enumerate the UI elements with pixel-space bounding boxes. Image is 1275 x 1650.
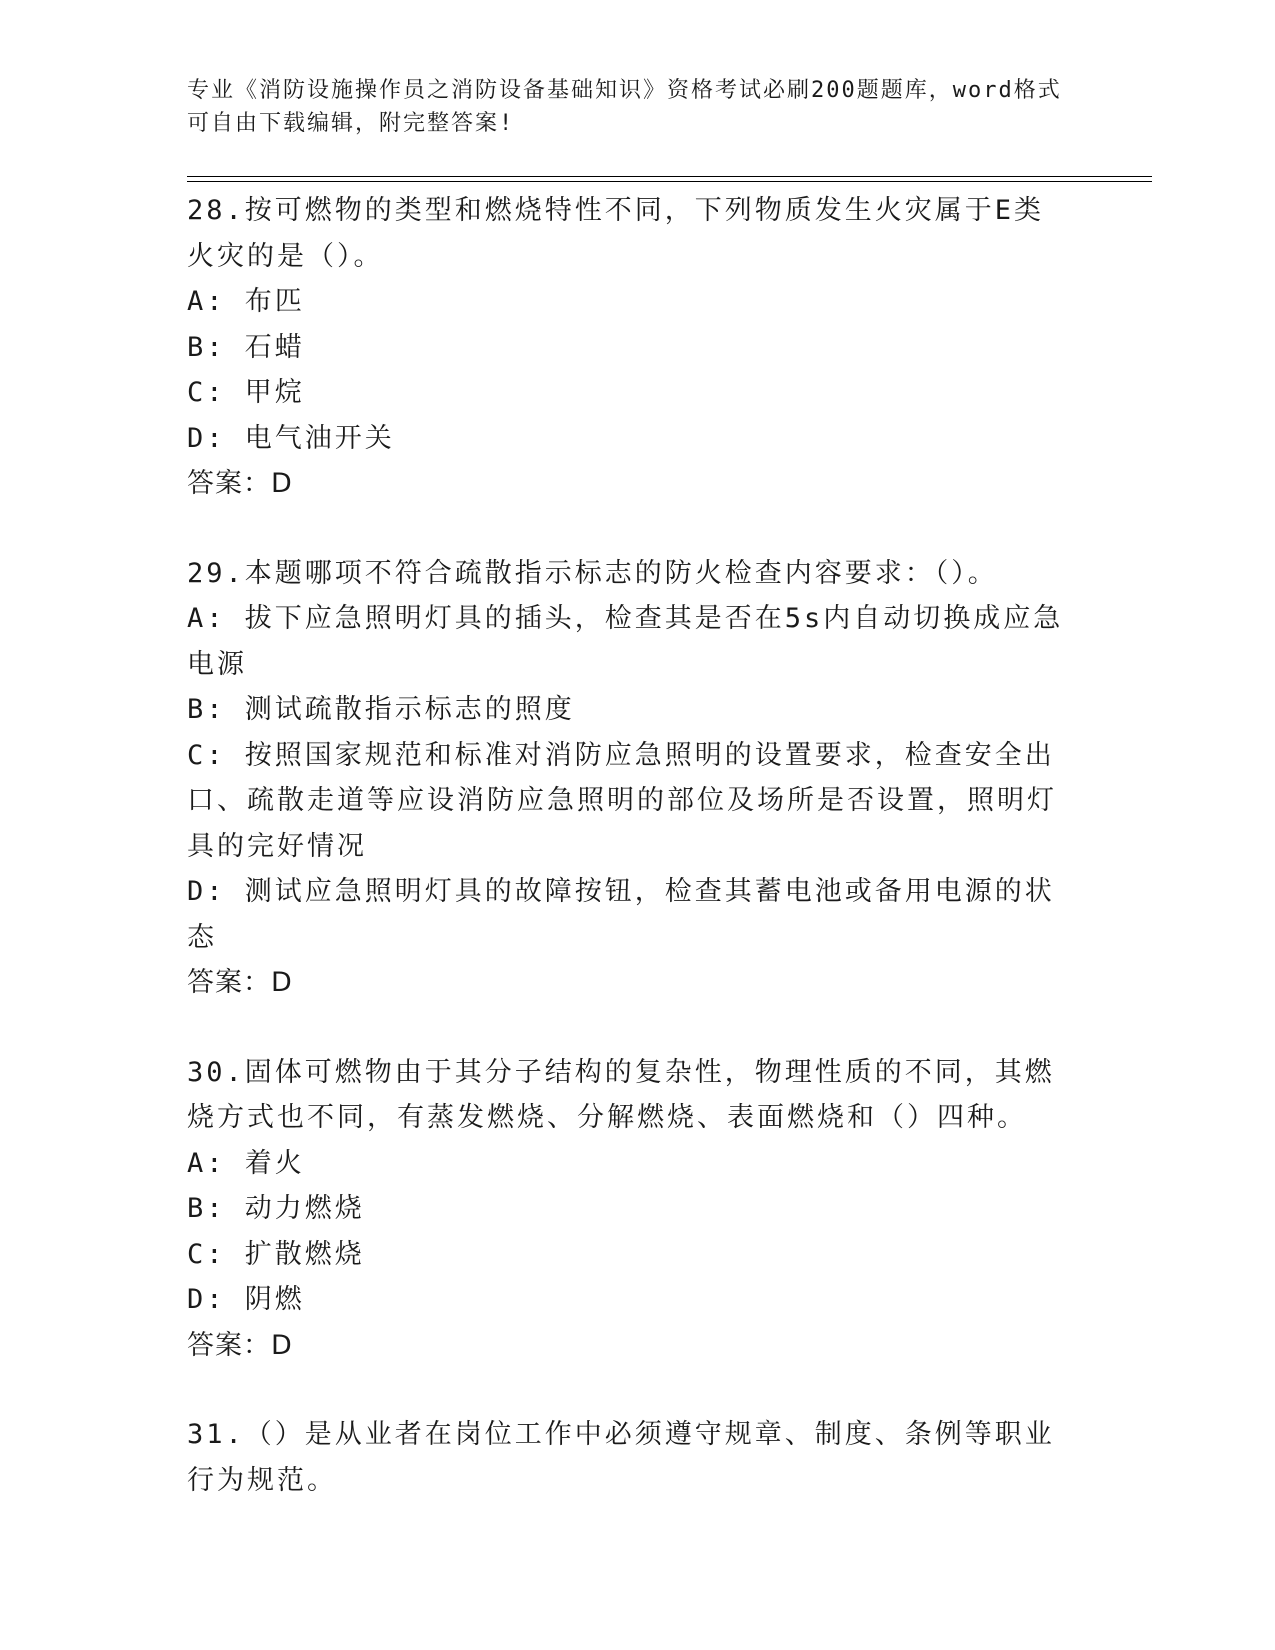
question-stem: 28.按可燃物的类型和燃烧特性不同，下列物质发生火灾属于E类火灾的是（）。 — [187, 195, 1045, 272]
question-stem: 31.（）是从业者在岗位工作中必须遵守规章、制度、条例等职业行为规范。 — [187, 1419, 1055, 1496]
question-stem: 29.本题哪项不符合疏散指示标志的防火检查内容要求：（）。 — [187, 557, 998, 589]
option-c: C: 扩散燃烧 — [187, 1238, 365, 1270]
option-b: B: 动力燃烧 — [187, 1193, 365, 1224]
option-a: A: 着火 — [187, 1147, 305, 1179]
question-29 — [187, 551, 1067, 1006]
header-divider-bottom — [187, 181, 1152, 182]
option-d: D: 阴燃 — [187, 1284, 305, 1315]
document-header: 专业《消防设施操作员之消防设备基础知识》资格考试必刷200题题库，word格式可自由下载编辑，附完整答案! — [187, 78, 1062, 136]
option-d: D: 电气油开关 — [187, 422, 395, 454]
answer: 答案：D — [187, 1329, 293, 1361]
option-b: B: 测试疏散指示标志的照度 — [187, 694, 575, 725]
option-c: C: 按照国家规范和标准对消防应急照明的设置要求，检查安全出口、疏散走道等应设消防应急照明的部位及场所是否设置，照明灯具的完好情况 — [187, 739, 1057, 862]
question-stem: 30.固体可燃物由于其分子结构的复杂性，物理性质的不同，其燃烧方式也不同，有蒸发燃烧、分解燃烧、表面燃烧和（）四种。 — [187, 1056, 1055, 1133]
option-b: B: 石蜡 — [187, 331, 305, 363]
header-divider-top — [187, 176, 1152, 177]
option-c: C: 甲烷 — [187, 377, 305, 408]
option-a: A: 拔下应急照明灯具的插头，检查其是否在5s内自动切换成应急电源 — [187, 603, 1064, 680]
option-a: A: 布匹 — [187, 286, 305, 317]
question-28 — [187, 188, 1067, 507]
option-d: D: 测试应急照明灯具的故障按钮，检查其蓄电池或备用电源的状态 — [187, 876, 1055, 953]
question-31 — [187, 1412, 1067, 1503]
answer: 答案：D — [187, 468, 293, 499]
question-list — [187, 188, 1067, 1503]
question-30 — [187, 1050, 1067, 1369]
answer: 答案：D — [187, 967, 293, 998]
